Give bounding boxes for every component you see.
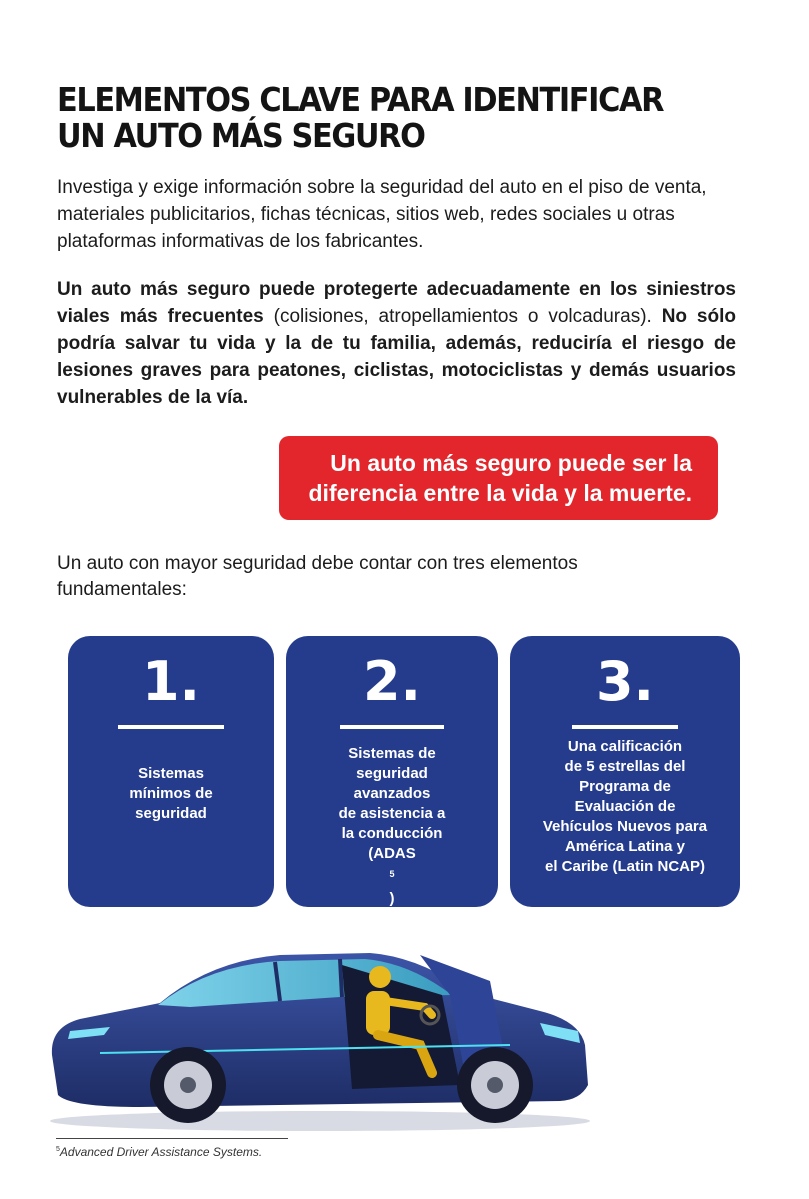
elements-intro-line-1: Un auto con mayor seguridad debe contar con tres elementos [57, 553, 578, 574]
footnote [56, 1142, 262, 1160]
card-divider [340, 725, 444, 729]
elements-intro [57, 551, 697, 603]
title-line-2: UN AUTO MÁS SEGURO [57, 116, 425, 155]
card-text-line: avanzados [353, 785, 431, 802]
callout-box [279, 436, 718, 520]
card-divider [572, 725, 678, 729]
adas-label: (ADAS [368, 845, 416, 862]
car-crash-test-dummy-icon [40, 935, 600, 1135]
adas-close: ) [389, 890, 395, 907]
card-text-line: Evaluación de [574, 798, 676, 815]
callout-line-2: diferencia entre la vida y la muerte. [308, 480, 692, 506]
card-text-line: seguridad [135, 805, 207, 822]
title-line-1: ELEMENTOS CLAVE PARA IDENTIFICAR [57, 80, 664, 119]
footnote-text: Advanced Driver Assistance Systems. [59, 1145, 263, 1159]
callout-line-1: Un auto más seguro puede ser la [330, 450, 692, 476]
footnote-divider [56, 1138, 288, 1139]
card-divider [118, 725, 224, 729]
card-text-line: seguridad [356, 765, 428, 782]
footnote-ref: 5 [389, 869, 395, 879]
card-text-line: Programa de [579, 778, 671, 795]
element-card-1 [68, 636, 274, 907]
safety-normal: (colisiones, atropellamientos o volcaduras). [263, 306, 662, 327]
card-text-line: la conducción [341, 825, 443, 842]
card-text [286, 744, 498, 909]
card-text [68, 764, 274, 824]
safety-bold-2: No sólo podría salvar tu vida y la de tu familia, además, reduciría el riesgo de lesiones graves para peatones, ciclistas, motociclistas y demás usuarios vulnerables de la vía. [57, 306, 736, 408]
safety-paragraph [57, 276, 736, 411]
card-text-line [286, 844, 498, 909]
card-text [510, 737, 740, 877]
card-text-line: de asistencia a [338, 805, 446, 822]
elements-intro-line-2: fundamentales: [57, 579, 187, 600]
card-text-line: Sistemas de [348, 745, 436, 762]
card-number: 1. [141, 650, 201, 713]
card-text-line: Una calificación [567, 738, 683, 755]
intro-paragraph: Investiga y exige información sobre la seguridad del auto en el piso de venta, materiales publicitarios, fichas técnicas, sitios web, redes sociales u otras plataformas informativas de los fabricantes. [57, 177, 707, 252]
element-card-2 [286, 636, 498, 907]
card-text-line: el Caribe (Latin NCAP) [544, 858, 706, 875]
card-text-line: Sistemas [138, 765, 204, 782]
card-text-line: América Latina y [564, 838, 686, 855]
page-title [57, 82, 701, 154]
element-card-3 [510, 636, 740, 907]
card-number: 3. [595, 650, 655, 713]
safety-bold-1: Un auto más seguro puede protegerte adecuadamente en los siniestros viales más frecuentes [57, 279, 736, 327]
card-text-line: Vehículos Nuevos para [542, 818, 708, 835]
card-number: 2. [362, 650, 422, 713]
card-text-line: de 5 estrellas del [564, 758, 686, 775]
card-text-line: mínimos de [129, 785, 213, 802]
footnote-number: 5 [56, 1146, 60, 1153]
